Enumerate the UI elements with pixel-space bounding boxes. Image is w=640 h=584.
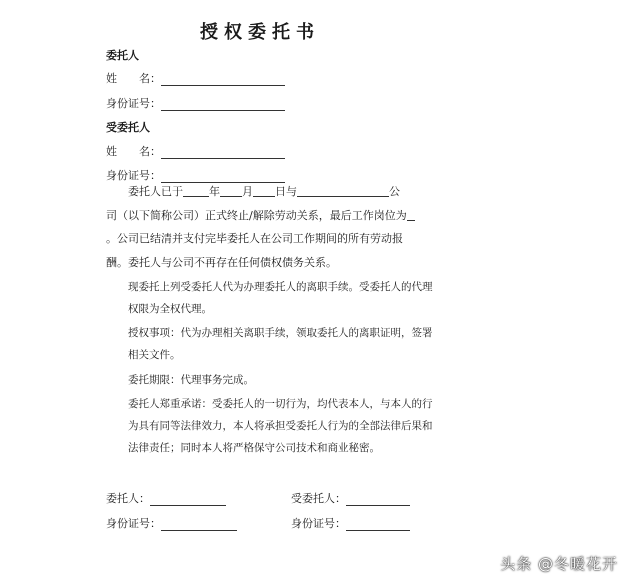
principal-heading: 委托人 bbox=[106, 49, 139, 62]
company-blank bbox=[297, 184, 389, 197]
termination-line-1 bbox=[106, 180, 436, 204]
entrustment-paragraph: 现委托上列受委托人代为办理委托人的离职手续。受委托人的代理权限为全权代理。 bbox=[128, 281, 433, 315]
sign-agent bbox=[291, 490, 410, 506]
principal-id-label: 身份证号： bbox=[106, 97, 161, 110]
year-blank bbox=[183, 184, 209, 197]
principal-id-blank bbox=[161, 98, 285, 111]
position-blank bbox=[407, 208, 415, 221]
agent-name-label: 姓 名： bbox=[106, 145, 161, 158]
sign-principal-blank bbox=[150, 493, 226, 506]
sign-principal-id bbox=[106, 515, 237, 531]
text-segment: 公 bbox=[389, 185, 400, 198]
agent-name-blank bbox=[161, 146, 285, 159]
termination-line-3: 。公司已结清并支付完毕委托人在公司工作期间的所有劳动报 bbox=[106, 232, 403, 245]
watermark: 头条 @冬暖花开 bbox=[500, 555, 618, 573]
termination-line-4: 酬。委托人与公司不再存在任何债权债务关系。 bbox=[106, 255, 337, 269]
termination-line-2 bbox=[106, 204, 436, 228]
principal-name-label: 姓 名： bbox=[106, 72, 161, 85]
sign-agent-id-blank bbox=[346, 518, 410, 531]
sign-principal-id-label: 身份证号： bbox=[106, 517, 161, 530]
sign-principal-id-blank bbox=[161, 518, 237, 531]
agent-heading: 受委托人 bbox=[106, 121, 150, 134]
termination-paragraph bbox=[106, 180, 436, 274]
text-segment: 司（以下简称公司）正式终止/解除劳动关系，最后工作岗位为 bbox=[106, 208, 407, 222]
agent-name-field bbox=[106, 143, 285, 159]
principal-id-field bbox=[106, 95, 285, 111]
sign-agent-blank bbox=[346, 493, 410, 506]
principal-name-field bbox=[106, 70, 285, 86]
year-label: 年 bbox=[209, 185, 220, 198]
month-label: 月 bbox=[242, 185, 253, 198]
authorized-matters-paragraph: 授权事项：代为办理相关离职手续，领取委托人的离职证明，签署相关文件。 bbox=[128, 327, 433, 361]
sign-agent-id bbox=[291, 515, 410, 531]
sign-agent-label: 受委托人： bbox=[291, 492, 346, 505]
commitment-paragraph: 委托人郑重承诺：受委托人的一切行为，均代表本人，与本人的行为具有同等法律效力，本人将承担受委托人行为的全部法律后果和法律责任；同时本人将严格保守公司技术和商业秘密。 bbox=[128, 398, 433, 454]
sign-principal bbox=[106, 490, 226, 506]
day-label: 日与 bbox=[275, 185, 297, 198]
text-segment: 委托人已于 bbox=[128, 185, 183, 198]
entrustment-term-paragraph: 委托期限：代理事务完成。 bbox=[128, 374, 254, 386]
agent-id-label: 身份证号： bbox=[106, 169, 161, 182]
day-blank bbox=[253, 184, 275, 197]
document-title: 授权委托书 bbox=[200, 22, 320, 43]
sign-agent-id-label: 身份证号： bbox=[291, 517, 346, 530]
principal-name-blank bbox=[161, 73, 285, 86]
sign-principal-label: 委托人： bbox=[106, 492, 150, 505]
month-blank bbox=[220, 184, 242, 197]
